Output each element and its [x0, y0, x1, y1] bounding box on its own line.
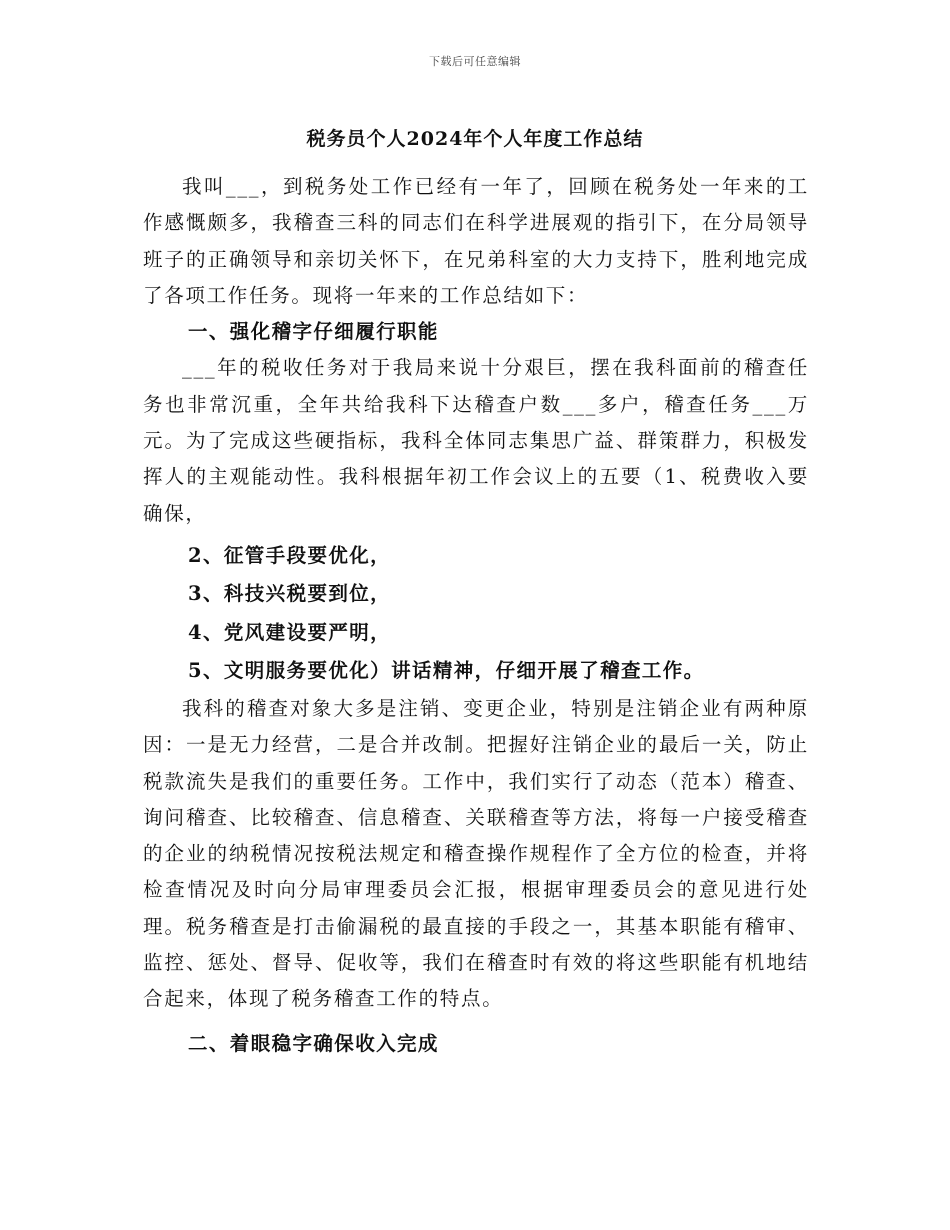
paragraph-section1-2: 我科的稽查对象大多是注销、变更企业，特别是注销企业有两种原因：一是无力经营，二是合并改制。把握好注销企业的最后一关，防止税款流失是我们的重要任务。工作中，我们实行了动态（范本）稽查、询问稽查、比较稽查、信息稽查、关联稽查等方法，将每一户接受稽查的企业的纳税情况按税法规定和稽查操作规程作了全方位的检查，并将检查情况及时向分局审理委员会汇报，根据审理委员会的意见进行处理。税务稽查是打击偷漏税的最直接的手段之一，其基本职能有稽审、监控、惩处、督导、促收等，我们在稽查时有效的将这些职能有机地结合起来，体现了税务稽查工作的特点。	[143, 696, 809, 1011]
document-title: 税务员个人2024年个人年度工作总结	[306, 128, 644, 150]
list-item-3: 3、科技兴税要到位，	[188, 582, 392, 606]
header-note: 下载后可任意编辑	[429, 55, 521, 68]
document-body	[143, 169, 809, 1062]
section-heading-2: 二、着眼稳字确保收入完成	[188, 1031, 439, 1055]
section-heading-1: 一、强化稽字仔细履行职能	[188, 320, 439, 344]
paragraph-intro: 我叫___，到税务处工作已经有一年了，回顾在税务处一年来的工作感慨颇多，我稽查三科的同志们在科学进展观的指引下，在分局领导班子的正确领导和亲切关怀下，在兄弟科室的大力支持下，胜利地完成了各项工作任务。现将一年来的工作总结如下：	[143, 175, 809, 307]
list-item-2: 2、征管手段要优化，	[188, 543, 392, 567]
list-item-5: 5、文明服务要优化）讲话精神，仔细开展了稽查工作。	[188, 659, 705, 683]
paragraph-section1-1: ___年的税收任务对于我局来说十分艰巨，摆在我科面前的稽查任务也非常沉重，全年共给我科下达稽查户数___多户，稽查任务___万元。为了完成这些硬指标，我科全体同志集思广益、群策群力，积极发挥人的主观能动性。我科根据年初工作会议上的五要（1、税费收入要确保，	[143, 356, 809, 525]
list-item-4: 4、党风建设要严明，	[188, 620, 392, 644]
